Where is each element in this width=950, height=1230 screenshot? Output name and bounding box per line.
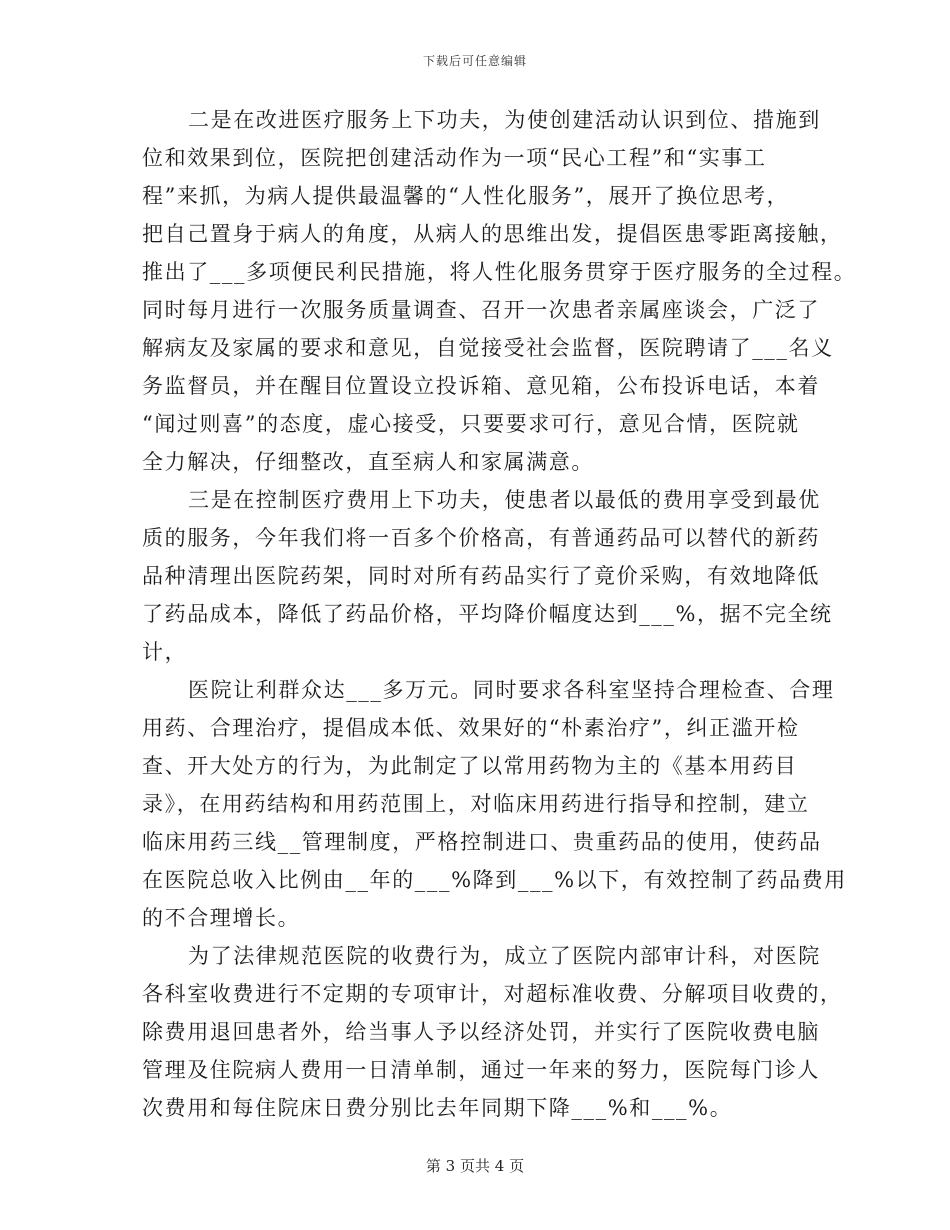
- paragraph-line: 录》，在用药结构和用药范围上，对临床用药进行指导和控制，建立: [142, 792, 810, 816]
- paragraph-line: 务监督员，并在醒目位置设立投诉箱、意见箱，公布投诉电话，本着: [142, 374, 820, 398]
- paragraph-line: 查、开大处方的行为，为此制定了以常用药物为主的《基本用药目: [142, 754, 798, 778]
- paragraph-line: 医院让利群众达___多万元。同时要求各科室坚持合理检查、合理: [188, 678, 835, 702]
- page-footer: 第 3 页共 4 页: [425, 1157, 525, 1175]
- paragraph-line: 管理及住院病人费用一日清单制，通过一年来的努力，医院每门诊人: [142, 1058, 820, 1082]
- paragraph-line: 同时每月进行一次服务质量调查、召开一次患者亲属座谈会，广泛了: [142, 298, 820, 322]
- paragraph-line: 品种清理出医院药架，同时对所有药品实行了竟价采购，有效地降低: [142, 564, 820, 588]
- paragraph-line: 位和效果到位，医院把创建活动作为一项“民心工程”和“实事工: [142, 146, 767, 170]
- paragraph-line: 在医院总收入比例由__年的___%降到___%以下，有效控制了药品费用: [142, 868, 847, 892]
- paragraph-line: 推出了___多项便民利民措施，将人性化服务贯穿于医疗服务的全过程。: [142, 260, 857, 284]
- paragraph-line: 用药、合理治疗，提倡成本低、效果好的“朴素治疗”，纠正滥开检: [142, 716, 800, 740]
- paragraph-line: 各科室收费进行不定期的专项审计，对超标准收费、分解项目收费的，: [142, 982, 843, 1006]
- page-header: 下载后可任意编辑: [422, 54, 527, 68]
- paragraph-line: 的不合理增长。: [142, 906, 301, 930]
- paragraph-line: 全力解决，仔细整改，直至病人和家属满意。: [142, 450, 594, 474]
- paragraph-line: 解病友及家属的要求和意见，自觉接受社会监督，医院聘请了___名义: [142, 336, 834, 360]
- paragraph-line: 把自己置身于病人的角度，从病人的思维出发，提倡医患零距离接触，: [142, 222, 843, 246]
- paragraph-line: 程”来抓，为病人提供最温馨的“人性化服务”，展开了换位思考，: [142, 184, 790, 208]
- paragraph-line: 除费用退回患者外，给当事人予以经济处罚，并实行了医院收费电脑: [142, 1020, 820, 1044]
- paragraph-line: 质的服务，今年我们将一百多个价格高，有普通药品可以替代的新药: [142, 526, 820, 550]
- paragraph-line: 为了法律规范医院的收费行为，成立了医院内部审计科，对医院: [188, 944, 821, 968]
- paragraph-line: 了药品成本，降低了药品价格，平均降价幅度达到___%，据不完全统: [142, 602, 833, 626]
- paragraph-line: 次费用和每住院床日费分别比去年同期下降___%和___%。: [142, 1096, 733, 1120]
- paragraph-line: “闻过则喜”的态度，虚心接受，只要要求可行，意见合情，医院就: [142, 412, 800, 436]
- paragraph-line: 二是在改进医疗服务上下功夫，为使创建活动认识到位、措施到: [188, 108, 821, 132]
- paragraph-line: 计，: [142, 640, 188, 664]
- paragraph-line: 临床用药三线__管理制度，严格控制进口、贵重药品的使用，使药品: [142, 830, 822, 854]
- paragraph-line: 三是在控制医疗费用上下功夫，使患者以最低的费用享受到最优: [188, 488, 821, 512]
